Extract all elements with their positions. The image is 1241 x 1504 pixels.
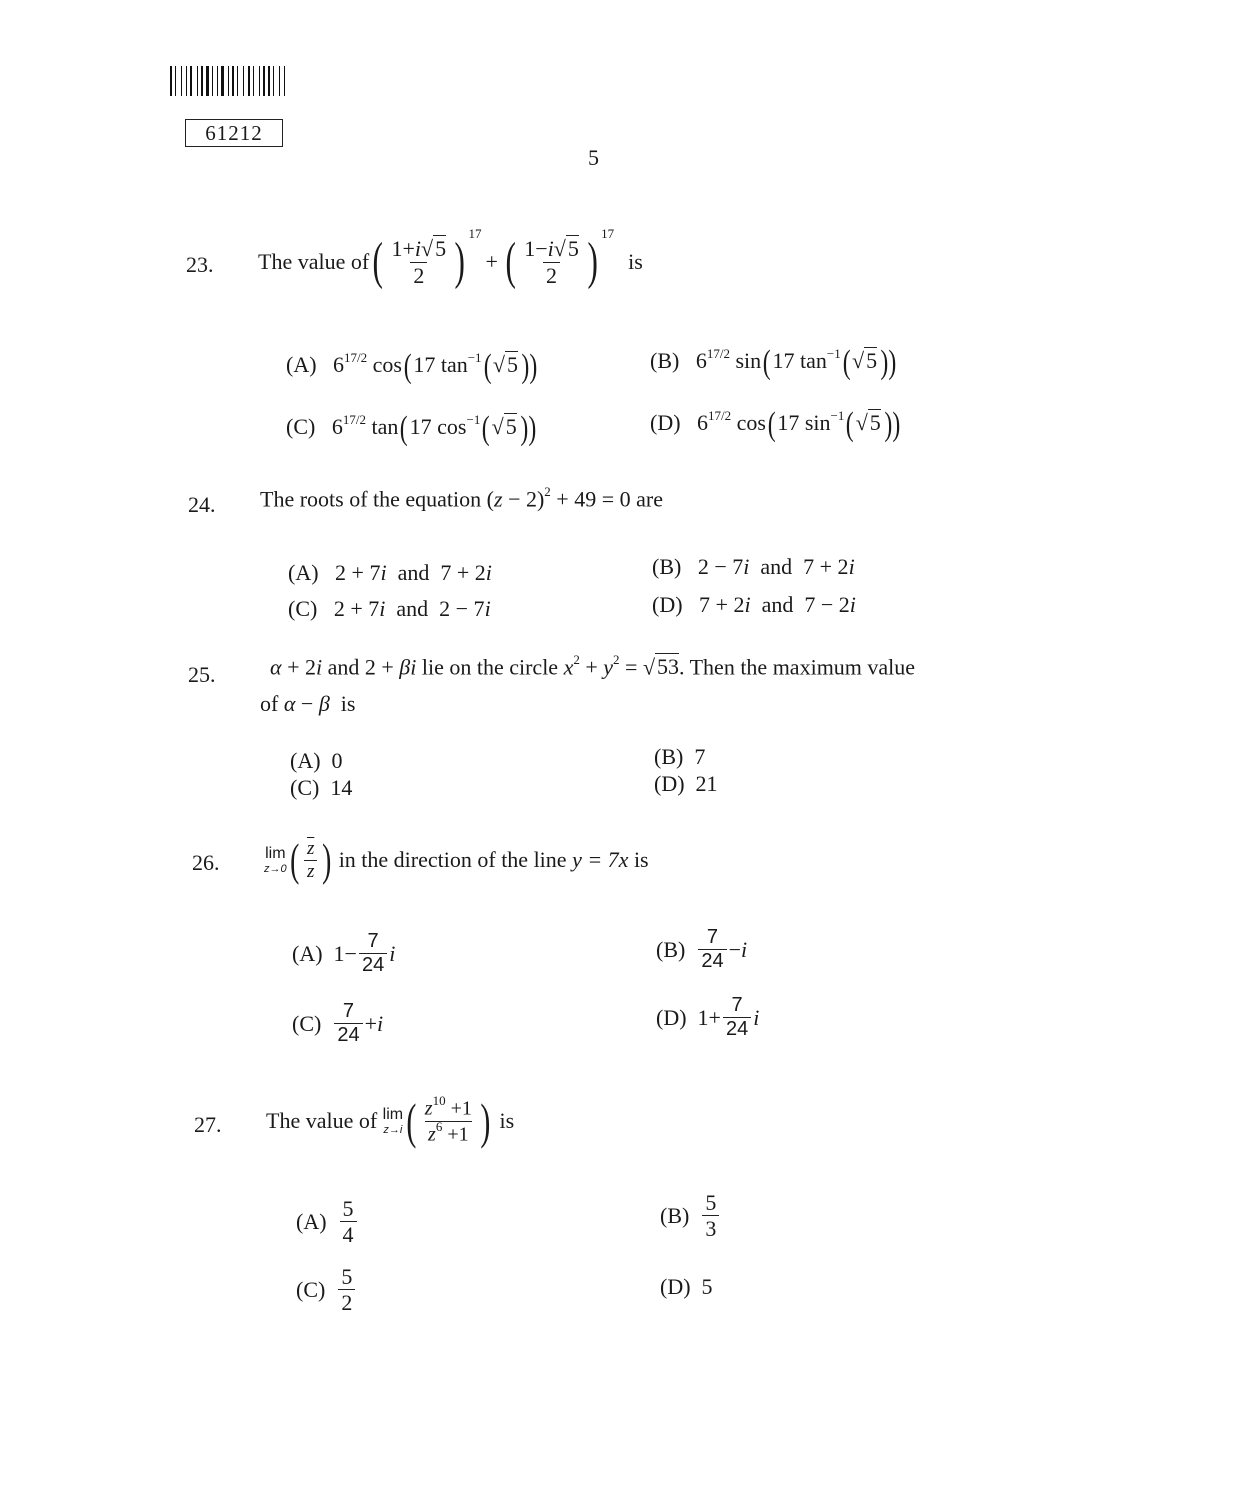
barcode-bar — [199, 66, 200, 96]
barcode-bar — [259, 66, 260, 96]
option-24-c[interactable]: (C) 2 + 7i and 2 − 7i — [288, 596, 491, 621]
barcode-bar — [204, 66, 205, 96]
option-27-d[interactable]: (D) 5 — [660, 1274, 713, 1299]
option-24-d[interactable]: (D) 7 + 2i and 7 − 2i — [652, 592, 856, 617]
paper-code-box: 61212 — [185, 119, 283, 147]
question-number: 24. — [188, 492, 216, 517]
barcode-bar — [206, 66, 209, 96]
barcode-bar — [271, 66, 272, 96]
barcode-bar — [266, 66, 267, 96]
barcode-bar — [230, 66, 231, 96]
option-26-a[interactable]: (A) 1− $\frac{7}{24}$ i — [292, 930, 396, 976]
question-number: 25. — [188, 662, 216, 687]
barcode-bar — [175, 66, 176, 96]
barcode-bar — [243, 66, 244, 96]
barcode-bar — [193, 66, 196, 96]
barcode-bar — [173, 66, 174, 96]
option-25-b[interactable]: (B) 7 — [654, 744, 706, 769]
barcode-bar — [181, 66, 182, 96]
barcode-bar — [225, 66, 227, 96]
barcode-bar — [281, 66, 283, 96]
barcode-bar — [197, 66, 198, 96]
option-23-d[interactable]: (D) $6^{17/2}$ cos(17 $\sin^{-1}(√5)$) — [650, 406, 901, 443]
barcode-bar — [210, 66, 211, 96]
barcode-bar — [237, 66, 238, 96]
question-26-text: lim z→0 ( $\frac{\overline{z}}{z}$ ) in the direction of the line y = 7x is — [264, 834, 649, 885]
option-26-c[interactable]: (C) $\frac{7}{24}$ +i — [292, 1000, 384, 1046]
question-number: 23. — [186, 252, 214, 277]
barcode-bar — [279, 66, 280, 96]
barcode-bar — [214, 66, 216, 96]
option-26-d[interactable]: (D) 1+ $\frac{7}{24}$ i — [656, 994, 760, 1040]
barcode-bar — [263, 66, 265, 96]
barcode-bar — [188, 66, 189, 96]
option-27-c[interactable]: (C) $\frac{5}{2}$ — [296, 1264, 357, 1316]
barcode-bar — [286, 66, 287, 96]
barcode-bar — [253, 66, 254, 96]
barcode-bar — [212, 66, 213, 96]
option-27-a[interactable]: (A) $\frac{5}{4}$ — [296, 1196, 359, 1248]
option-23-c[interactable]: (C) $6^{17/2}$ tan(17 $\cos^{-1}(√5)$) — [286, 410, 537, 447]
question-24-text: The roots of the equation $(z - 2)^2 + 49 = 0$ are — [260, 484, 663, 512]
question-27-text: The value of lim z→i ( $\frac{z^{10} +1}{z^6 +1}$ ) is — [266, 1092, 515, 1149]
question-23-text: The value of ( $\frac{1+i√5}{2}$ ) $^{17}$ + ( $\frac{1-i√5}{2}$ ) $^{17}$ is — [258, 226, 643, 290]
barcode-bar — [251, 66, 252, 96]
option-27-b[interactable]: (B) $\frac{5}{3}$ — [660, 1190, 721, 1242]
barcode-bar — [268, 66, 270, 96]
barcode-bar — [273, 66, 274, 96]
barcode-bar — [239, 66, 242, 96]
option-25-c[interactable]: (C) 14 — [290, 775, 353, 800]
barcode-bar — [235, 66, 236, 96]
barcode-bar — [201, 66, 203, 96]
option-24-a[interactable]: (A) 2 + 7i and 7 + 2i — [288, 560, 492, 585]
page-number: 5 — [588, 145, 599, 170]
barcode-bar — [275, 66, 278, 96]
barcode-bar — [261, 66, 262, 96]
option-23-a[interactable]: (A) $6^{17/2}$ cos(17 $\tan^{-1}(√5)$) — [286, 348, 538, 385]
option-25-a[interactable]: (A) 0 — [290, 748, 343, 773]
barcode-bar — [183, 66, 185, 96]
barcode-bar — [177, 66, 180, 96]
barcode-bar — [284, 66, 285, 96]
question-text-suffix: is — [628, 249, 643, 274]
barcode-bar — [245, 66, 247, 96]
barcode-bar — [190, 66, 192, 96]
barcode-bar — [248, 66, 250, 96]
question-25-line1: α + 2i and 2 + βi lie on the circle $x^2 + y^2 = √53$. Then the maximum value — [270, 652, 916, 680]
question-number: 26. — [192, 850, 220, 875]
barcode-bar — [255, 66, 258, 96]
barcode-bar — [221, 66, 224, 96]
option-24-b[interactable]: (B) 2 − 7i and 7 + 2i — [652, 554, 855, 579]
barcode-bar — [228, 66, 229, 96]
question-number: 27. — [194, 1112, 222, 1137]
barcode — [170, 66, 325, 96]
barcode-bar — [186, 66, 187, 96]
barcode-bar — [170, 66, 172, 96]
barcode-bar — [219, 66, 220, 96]
question-25-line2: of α − β is — [260, 691, 356, 716]
barcode-bar — [232, 66, 234, 96]
option-23-b[interactable]: (B) $6^{17/2}$ sin(17 $\tan^{-1}(√5)$) — [650, 344, 897, 381]
option-25-d[interactable]: (D) 21 — [654, 771, 718, 796]
barcode-bar — [217, 66, 218, 96]
option-26-b[interactable]: (B) $\frac{7}{24}$ −i — [656, 926, 748, 972]
question-text: The value of — [258, 249, 370, 274]
